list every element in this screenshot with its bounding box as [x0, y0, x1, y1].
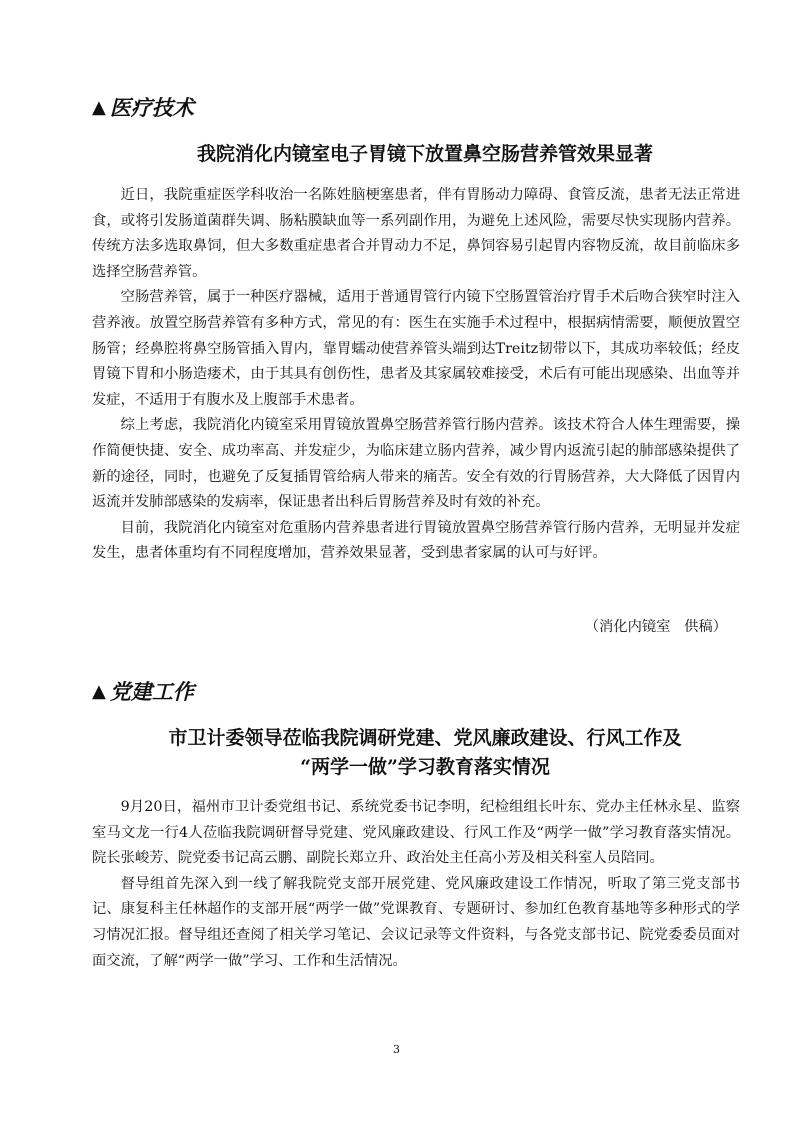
article-title: 我院消化内镜室电子胃镜下放置鼻空肠营养管效果显著: [196, 143, 653, 165]
paragraph: 空肠营养管，属于一种医疗器械，适用于普通胃管行内镜下空肠置管治疗胃手术后吻合狭窄时注入营养液。放置空肠营养管有多种方式，常见的有：医生在实施手术过程中，根据病情需要，顺便放置空肠管；经鼻腔将鼻空肠管插入胃内，靠胃蠕动使营养管头端到达Treitz韧带以下，其成功率较低；经皮胃镜下胃和小肠造瘘术，由于其具有创伤性，患者及其家属较难接受，术后有可能出现感染、出血等并发症，不适用于有腹水及上腹部手术患者。: [92, 289, 740, 408]
paragraph: 9月20日，福州市卫计委党组书记、系统党委书记李明，纪检组组长叶东、党办主任林永星、监察室马文龙一行4人莅临我院调研督导党建、党风廉政建设、行风工作及“两学一做”学习教育落实情况。院长张峻芳、院党委书记高云鹏、副院长郑立升、政治处主任高小芳及相关科室人员陪同。: [92, 799, 740, 867]
article-credit: （消化内镜室 供稿）: [584, 619, 727, 635]
section-heading-party-building: [92, 676, 194, 706]
article-title-line: “两学一做”学习教育落实情况: [300, 756, 550, 778]
article-title: [100, 724, 750, 782]
article-body: [92, 183, 740, 567]
paragraph: 近日，我院重症医学科收治一名陈姓脑梗塞患者，伴有胃肠动力障碍、食管反流，患者无法正常进食，或将引发肠道菌群失调、肠粘膜缺血等一系列副作用，为避免上述风险，需要尽快实现肠内营养。传统方法多选取鼻饲，但大多数重症患者合并胃动力不足，鼻饲容易引起胃内容物反流，故目前临床多选择空肠营养管。: [92, 187, 740, 280]
paragraph: 目前，我院消化内镜室对危重肠内营养患者进行胃镜放置鼻空肠营养管行肠内营养，无明显并发症发生，患者体重均有不同程度增加，营养效果显著，受到患者家属的认可与好评。: [92, 519, 740, 562]
triangle-bullet-icon: ▲: [92, 680, 106, 702]
section-heading-medical-tech: [92, 92, 194, 122]
paragraph: 综上考虑，我院消化内镜室采用胃镜放置鼻空肠营养管行肠内营养。该技术符合人体生理需要，操作简便快捷、安全、成功率高、并发症少，为临床建立肠内营养，减少胃内返流引起的肺部感染提供了新的途径，同时，也避免了反复插胃管给病人带来的痛苦。安全有效的行胃肠营养，大大降低了因胃内返流并发肺部感染的发病率，保证患者出科后胃肠营养及时有效的补充。: [92, 417, 740, 511]
triangle-bullet-icon: ▲: [92, 96, 106, 118]
section-heading-label: 医疗技术: [109, 95, 194, 120]
article-title-line: 市卫计委领导莅临我院调研党建、党风廉政建设、行风工作及: [168, 727, 682, 749]
paragraph: 督导组首先深入到一线了解我院党支部开展党建、党风廉政建设工作情况，听取了第三党支部书记、康复科主任林超作的支部开展“两学一做”党课教育、专题研讨、参加红色教育基地等多种形式的学习情况汇报。督导组还查阅了相关学习笔记、会议记录等文件资料，与各党支部书记、院党委委员面对面交流，了解“两学一做”学习、工作和生活情况。: [92, 875, 740, 969]
article-body: [92, 795, 740, 974]
section-heading-label: 党建工作: [109, 679, 194, 704]
page-number: 3: [393, 1043, 400, 1056]
